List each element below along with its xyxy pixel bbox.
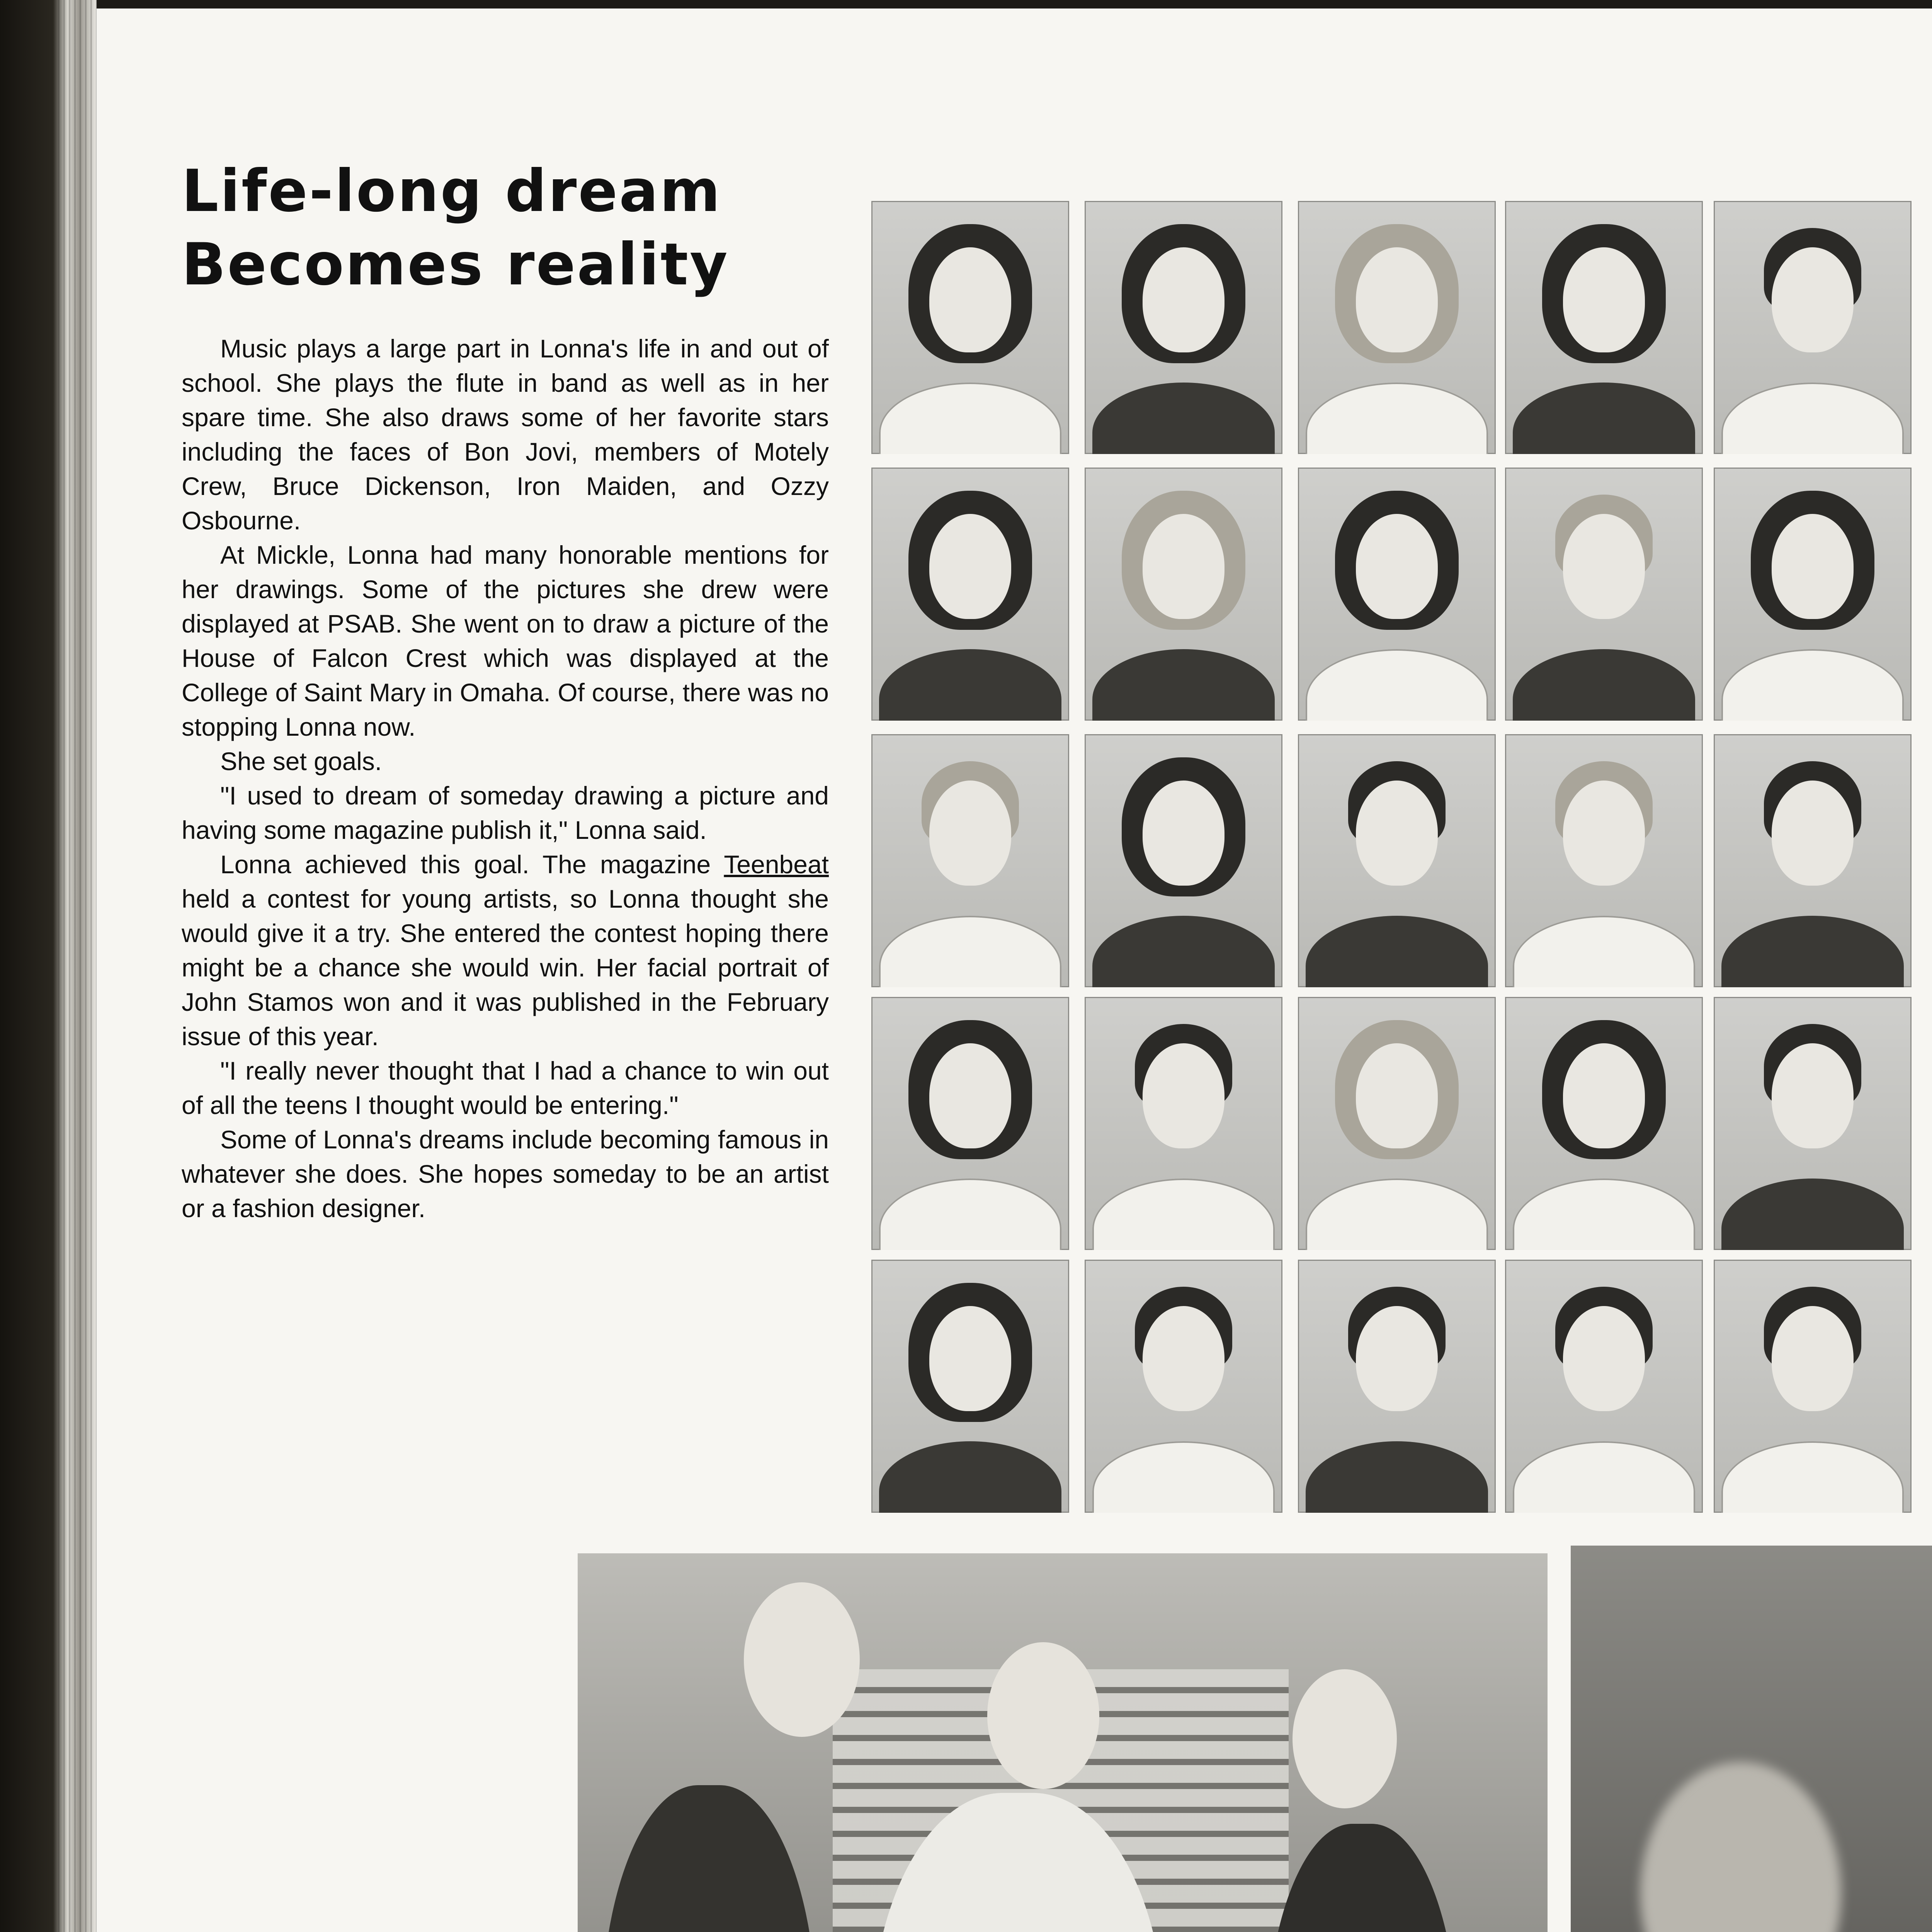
student-figure — [744, 1582, 860, 1737]
student-portrait — [1505, 201, 1703, 454]
student-figure — [1293, 1669, 1397, 1808]
page-edges — [58, 0, 97, 1932]
group-photo — [578, 1553, 1548, 1932]
portrait-grid — [871, 201, 1922, 1524]
student-portrait — [871, 201, 1069, 454]
student-portrait — [1085, 997, 1282, 1250]
headline-line-1: Life-long dream — [182, 158, 722, 225]
student-portrait — [1505, 468, 1703, 721]
student-figure — [1640, 1762, 1841, 1932]
magazine-title: Teenbeat — [724, 850, 829, 879]
article-paragraph: "I really never thought that I had a chance to win out of all the teens I thought would be entering." — [182, 1056, 829, 1119]
article-text: Lonna achieved this goal. The magazine — [220, 850, 724, 879]
student-figure — [987, 1642, 1099, 1789]
article-paragraph: Some of Lonna's dreams include becoming famous in whatever she does. She hopes someday to be an artist or a fashion designer. — [182, 1125, 829, 1223]
student-figure — [601, 1785, 817, 1932]
student-portrait — [871, 734, 1069, 987]
article-paragraph — [182, 847, 829, 1054]
student-portrait — [1505, 997, 1703, 1250]
article-text: held a contest for young artists, so Lonna thought she would give it a try. She entered the contest hoping there might be a chance she would win. Her facial portrait of John Stamos won and it was published in the February issue of this year. — [182, 884, 829, 1051]
article-paragraph: She set goals. — [220, 747, 382, 776]
student-portrait — [1714, 997, 1912, 1250]
student-portrait — [871, 1260, 1069, 1513]
student-portrait — [1714, 468, 1912, 721]
headline — [182, 155, 877, 301]
student-portrait — [1505, 1260, 1703, 1513]
student-portrait — [871, 468, 1069, 721]
student-portrait — [1298, 997, 1496, 1250]
student-portrait — [1714, 734, 1912, 987]
article-paragraph: At Mickle, Lonna had many honorable mentions for her drawings. Some of the pictures she drew were displayed at PSAB. She went on to draw a picture of the House of Falcon Crest which was displayed at the College of Saint Mary in Omaha. Of course, there was no stopping Lonna now. — [182, 541, 829, 741]
student-portrait — [1298, 201, 1496, 454]
student-portrait — [1505, 734, 1703, 987]
headline-line-2: Becomes reality — [182, 231, 729, 298]
hallway-photo — [1571, 1546, 1932, 1932]
student-portrait — [1085, 468, 1282, 721]
article-paragraph: Music plays a large part in Lonna's life in and out of school. She plays the flute in band as well as in her spare time. She also draws some of her favorite stars including the faces of Bon Jovi, members of Motely Crew, Bruce Dickenson, Iron Maiden, and Ozzy Osbourne. — [182, 334, 829, 535]
student-portrait — [1085, 1260, 1282, 1513]
student-portrait — [1298, 734, 1496, 987]
student-portrait — [1714, 201, 1912, 454]
article-body — [182, 332, 829, 1226]
student-figure — [1265, 1824, 1459, 1932]
student-portrait — [871, 997, 1069, 1250]
student-portrait — [1085, 201, 1282, 454]
student-portrait — [1085, 734, 1282, 987]
student-portrait — [1298, 468, 1496, 721]
student-portrait — [1298, 1260, 1496, 1513]
article-paragraph: "I used to dream of someday drawing a picture and having some magazine publish it," Lonna said. — [182, 781, 829, 844]
book-spine — [0, 0, 97, 1932]
student-portrait — [1714, 1260, 1912, 1513]
